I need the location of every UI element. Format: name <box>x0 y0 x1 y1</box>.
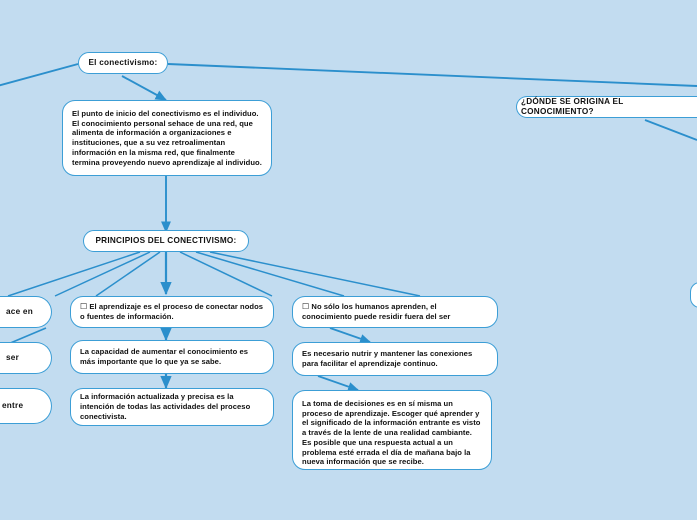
node-principle-5-label: Es necesario nutrir y mantener las conexiones para facilitar el aprendizaje continuo. <box>302 349 473 368</box>
node-principle-5[interactable] <box>292 342 498 376</box>
node-principle-3-label: La información actualizada y precisa es la intención de todas las actividades del proceso conectivista. <box>80 392 251 421</box>
node-offscreen-left-1[interactable] <box>0 296 52 328</box>
node-principle-4[interactable] <box>292 296 498 328</box>
node-principle-2-label: La capacidad de aumentar el conocimiento es más importante que lo que ya se sabe. <box>80 347 248 366</box>
node-principle-6[interactable] <box>292 390 492 470</box>
edge-principles-to-p1 <box>96 252 160 296</box>
node-principle-1-label <box>80 302 264 322</box>
edge-p5-to-p6 <box>318 376 358 390</box>
edge-principles-to-p-left-2 <box>55 252 150 296</box>
edge-root-to-right <box>168 64 697 86</box>
edge-principles-to-p4b <box>196 252 344 296</box>
edge-root-to-intro <box>122 76 166 100</box>
edge-origin-to-offscreen <box>645 120 697 140</box>
node-root-title[interactable] <box>78 52 168 74</box>
node-intro-label: El punto de inicio del conectivismo es el individuo. El conocimiento personal sehace de una red, que alimenta de información a organizaciones e instituciones, que a su vez retroalimentan información en la misma red, que finalmente termina proveyendo nuevo aprendizaje al individuo. <box>72 109 262 167</box>
node-principle-4-text: No sólo los humanos aprenden, el conocimiento puede residir fuera del ser <box>302 302 451 322</box>
node-principle-2[interactable] <box>70 340 274 374</box>
edge-principles-to-p-left-1 <box>8 252 140 296</box>
node-offscreen-left-3[interactable] <box>0 388 52 424</box>
edge-offscreen-to-root <box>0 64 78 88</box>
checkbox-icon: ☐ <box>302 302 310 312</box>
edge-principles-to-p4c <box>210 252 420 296</box>
node-offscreen-left-2[interactable] <box>0 342 52 374</box>
node-principle-4-label <box>302 302 488 322</box>
node-offscreen-right-edge[interactable] <box>690 282 697 308</box>
node-principle-6-label: La toma de decisiones es en sí misma un proceso de aprendizaje. Escoger qué aprender y el significado de la información entrante es visto a través de la lente de una realidad cambiante. Es posible que una respuesta actual a un problema esté errada el día de mañana bajo la nueva información que se recibe. <box>302 399 481 467</box>
edge-principles-to-p4a <box>180 252 272 296</box>
node-origin-question-label: ¿DÓNDE SE ORIGINA EL CONOCIMIENTO? <box>521 96 624 116</box>
node-origin-question[interactable] <box>516 96 697 118</box>
node-principles-title[interactable] <box>83 230 249 252</box>
node-principles-title-label: PRINCIPIOS DEL CONECTIVISMO: <box>95 235 237 245</box>
node-principle-1[interactable] <box>70 296 274 328</box>
node-principle-1-text: El aprendizaje es el proceso de conectar nodos o fuentes de información. <box>80 302 264 322</box>
checkbox-icon: ☐ <box>80 302 88 312</box>
node-offscreen-left-2-label: ser <box>6 352 20 362</box>
node-offscreen-left-1-label: ace en <box>6 306 33 316</box>
node-root-title-label: El conectivismo: <box>88 57 158 67</box>
node-principle-3[interactable] <box>70 388 274 426</box>
node-intro[interactable] <box>62 100 272 176</box>
edge-p4-to-p5 <box>330 328 370 342</box>
node-offscreen-left-3-label: entre <box>2 400 24 410</box>
